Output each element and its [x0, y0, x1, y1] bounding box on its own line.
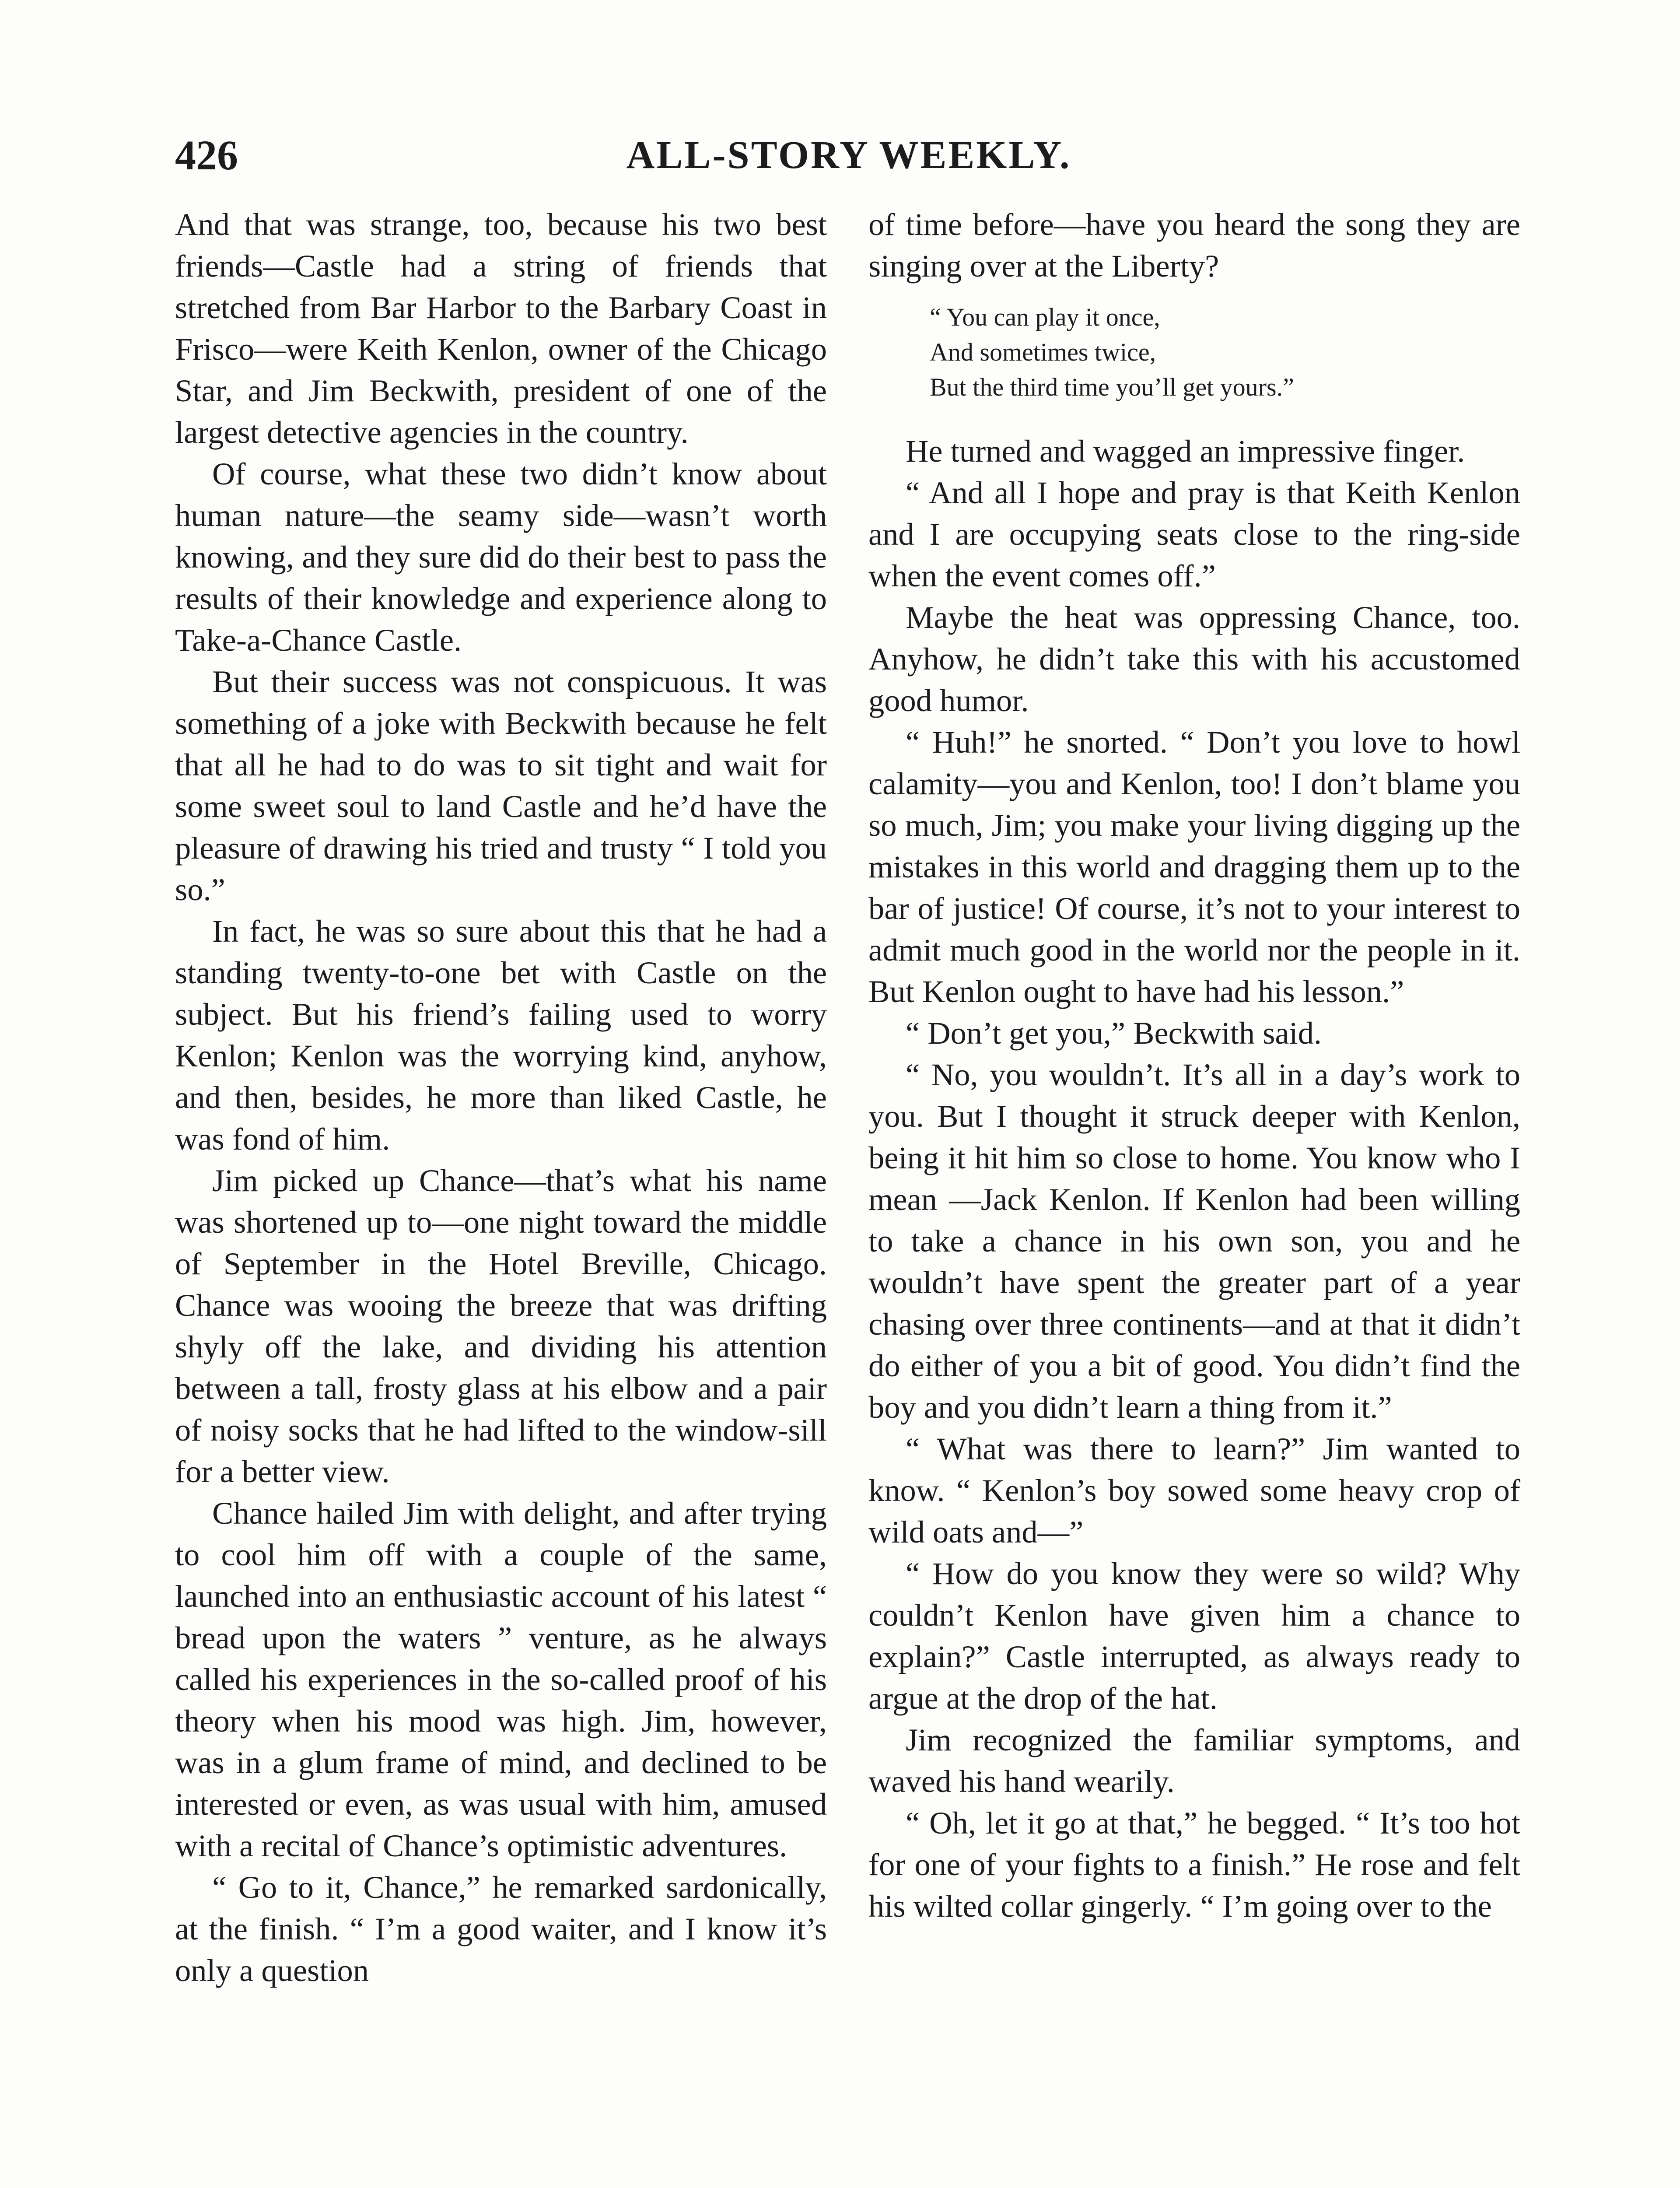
paragraph: “ No, you wouldn’t. It’s all in a day’s work to you. But I thought it struck deeper with Kenlon, being it hit him so close to home. You know who I mean —Jack Kenlon. If Kenlon had been willing to take a chance in his own son, you and he wouldn’t have spent the greater part of a year chasing over three continents—and at that it didn’t do either of you a bit of good. You didn’t find the boy and you didn’t learn a thing from it.”	[868, 1057, 1520, 1425]
page-number: 426	[175, 132, 238, 179]
paragraph: Chance hailed Jim with delight, and after trying to cool him off with a couple of the same, launched into an enthusiastic account of his latest “ bread upon the waters ” venture, as he always called his experiences in the so-called proof of his theory when his mood was high. Jim, however, was in a glum frame of mind, and declined to be interested or even, as was usual with him, amused with a recital of Chance’s optimistic adventures.	[175, 1495, 827, 1863]
paragraph: But their success was not conspicuous. It was something of a joke with Beckwith because he felt that all he had to do was to sit tight and wait for some sweet soul to land Castle and he’d have the pleasure of drawing his tried and trusty “ I told you so.”	[175, 664, 827, 907]
verse-line: “ You can play it once,	[930, 303, 1160, 331]
paragraph: “ And all I hope and pray is that Keith Kenlon and I are occupying seats close to the ring-side when the event comes off.”	[868, 475, 1520, 593]
paragraph: “ Oh, let it go at that,” he begged. “ It’s too hot for one of your fights to a finish.” He rose and felt his wilted collar gingerly. “ I’m going over to the	[868, 1805, 1520, 1924]
paragraph: “ Huh!” he snorted. “ Don’t you love to howl calamity—you and Kenlon, too! I don’t blame you so much, Jim; you make your living digging up the mistakes in this world and dragging them up to the bar of justice! Of course, it’s not to your interest to admit much good in the world nor the people in it. But Kenlon ought to have had his lesson.”	[868, 724, 1520, 1009]
paragraph: “ How do you know they were so wild? Why couldn’t Kenlon have given him a chance to explain?” Castle interrupted, as always ready to argue at the drop of the hat.	[868, 1556, 1520, 1716]
page-header	[175, 127, 1522, 184]
paragraph: Maybe the heat was oppressing Chance, too. Anyhow, he didn’t take this with his accustomed good humor.	[868, 600, 1520, 718]
paragraph: “ What was there to learn?” Jim wanted to know. “ Kenlon’s boy sowed some heavy crop of wild oats and—”	[868, 1431, 1520, 1550]
paragraph: Jim recognized the familiar symptoms, and waved his hand wearily.	[868, 1722, 1520, 1799]
left-column	[175, 203, 827, 1991]
paragraph: He turned and wagged an impressive finger.	[906, 433, 1465, 469]
paragraph: “ Don’t get you,” Beckwith said.	[906, 1015, 1322, 1051]
paragraph: of time before—have you heard the song they are singing over at the Liberty?	[868, 207, 1520, 284]
right-column	[868, 203, 1520, 1927]
paragraph: Jim picked up Chance—that’s what his name was shortened up to—one night toward the middle of September in the Hotel Breville, Chicago. Chance was wooing the breeze that was drifting shyly off the lake, and dividing his attention between a tall, frosty glass at his elbow and a pair of noisy socks that he had lifted to the window-sill for a better view.	[175, 1163, 827, 1489]
verse-line: And sometimes twice,	[930, 338, 1156, 366]
verse-line: But the third time you’ll get yours.”	[930, 373, 1294, 401]
paragraph: “ Go to it, Chance,” he remarked sardonically, at the finish. “ I’m a good waiter, and I know it’s only a question	[175, 1869, 827, 1988]
paragraph: In fact, he was so sure about this that he had a standing twenty-to-one bet with Castle on the subject. But his friend’s failing used to worry Kenlon; Kenlon was the worrying kind, anyhow, and then, besides, he more than liked Castle, he was fond of him.	[175, 913, 827, 1157]
paragraph: And that was strange, too, because his two best friends—Castle had a string of friends that stretched from Bar Harbor to the Barbary Coast in Frisco—were Keith Kenlon, owner of the Chicago Star, and Jim Beckwith, president of one of the largest detective agencies in the country.	[175, 207, 827, 450]
running-head: ALL-STORY WEEKLY.	[626, 133, 1071, 177]
paragraph: Of course, what these two didn’t know about human nature—the seamy side—wasn’t worth knowing, and they sure did do their best to pass the results of their knowledge and experience along to Take-a-Chance Castle.	[175, 456, 827, 658]
song-verse	[930, 300, 1520, 405]
